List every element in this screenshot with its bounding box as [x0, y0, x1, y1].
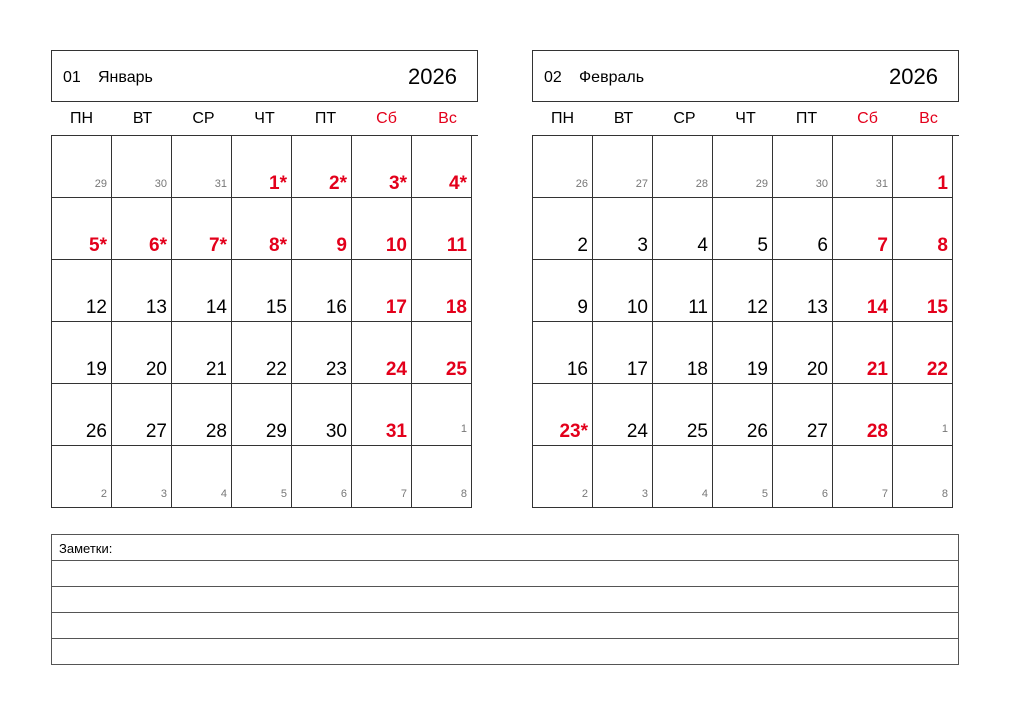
- day-cell[interactable]: [773, 446, 833, 508]
- weekday-sun: Вс: [919, 110, 938, 127]
- day-grid: [51, 135, 478, 508]
- weekday-fri: ПТ: [314, 110, 337, 127]
- day-number: 6: [821, 488, 828, 500]
- day-number: 28: [695, 178, 708, 190]
- day-cell[interactable]: [713, 446, 773, 508]
- day-number: 24: [626, 421, 648, 442]
- month-number: 01: [63, 69, 81, 86]
- day-number: 3: [641, 488, 648, 500]
- day-cell[interactable]: [653, 260, 713, 322]
- day-number: 12: [746, 297, 768, 318]
- day-number: 26: [575, 178, 588, 190]
- day-number: 1: [941, 423, 948, 435]
- day-cell[interactable]: [593, 446, 653, 508]
- day-cell[interactable]: [52, 198, 112, 260]
- day-cell[interactable]: [773, 260, 833, 322]
- day-cell[interactable]: [292, 198, 352, 260]
- day-number: 8: [941, 488, 948, 500]
- day-cell[interactable]: [713, 198, 773, 260]
- day-number: 19: [746, 359, 768, 380]
- day-number: 6*: [149, 235, 167, 256]
- day-cell[interactable]: [773, 384, 833, 446]
- weekday-thu: ЧТ: [735, 110, 756, 127]
- day-number: 14: [866, 297, 888, 318]
- weekday-row: [51, 102, 478, 135]
- day-cell[interactable]: [773, 136, 833, 198]
- day-number: 19: [85, 359, 107, 380]
- day-cell[interactable]: [232, 384, 292, 446]
- day-cell[interactable]: [893, 260, 953, 322]
- day-cell[interactable]: [653, 446, 713, 508]
- day-cell[interactable]: [112, 198, 172, 260]
- day-cell[interactable]: [52, 446, 112, 508]
- day-number: 4: [220, 488, 227, 500]
- day-cell[interactable]: [52, 322, 112, 384]
- weekday-thu: ЧТ: [254, 110, 275, 127]
- day-cell[interactable]: [773, 322, 833, 384]
- notes-box[interactable]: [51, 534, 959, 665]
- day-cell[interactable]: [232, 322, 292, 384]
- day-cell[interactable]: [533, 136, 593, 198]
- day-cell[interactable]: [833, 136, 893, 198]
- day-number: 11: [446, 235, 467, 256]
- day-cell[interactable]: [52, 260, 112, 322]
- day-number: 7*: [209, 235, 227, 256]
- day-number: 2*: [329, 173, 347, 194]
- day-number: 3: [160, 488, 167, 500]
- notes-line: [52, 638, 958, 639]
- day-number: 18: [686, 359, 708, 380]
- day-number: 1: [460, 423, 467, 435]
- day-number: 4: [697, 235, 708, 256]
- day-cell[interactable]: [833, 198, 893, 260]
- day-number: 15: [926, 297, 948, 318]
- day-number: 24: [385, 359, 407, 380]
- day-cell[interactable]: [833, 446, 893, 508]
- weekday-wed: СР: [192, 110, 215, 127]
- day-cell[interactable]: [292, 384, 352, 446]
- day-cell[interactable]: [593, 198, 653, 260]
- day-number: 20: [806, 359, 828, 380]
- day-cell[interactable]: [653, 198, 713, 260]
- day-number: 6: [340, 488, 347, 500]
- day-cell[interactable]: [292, 322, 352, 384]
- day-cell[interactable]: [172, 136, 232, 198]
- day-cell[interactable]: [533, 322, 593, 384]
- day-cell[interactable]: [232, 446, 292, 508]
- day-number: 28: [866, 421, 888, 442]
- day-number: 22: [265, 359, 287, 380]
- day-cell[interactable]: [172, 260, 232, 322]
- day-number: 12: [85, 297, 107, 318]
- month-number: 02: [544, 69, 562, 86]
- day-number: 30: [154, 178, 167, 190]
- day-cell[interactable]: [713, 136, 773, 198]
- day-number: 5*: [89, 235, 107, 256]
- day-number: 18: [445, 297, 467, 318]
- day-cell[interactable]: [112, 136, 172, 198]
- day-cell[interactable]: [412, 260, 472, 322]
- day-number: 31: [385, 421, 407, 442]
- day-cell[interactable]: [112, 384, 172, 446]
- day-number: 23*: [559, 421, 588, 442]
- weekday-mon: ПН: [550, 110, 575, 127]
- day-cell[interactable]: [112, 260, 172, 322]
- day-cell[interactable]: [412, 384, 472, 446]
- notes-line: [52, 586, 958, 587]
- day-number: 11: [688, 297, 708, 318]
- day-cell[interactable]: [533, 260, 593, 322]
- day-number: 27: [635, 178, 648, 190]
- day-cell[interactable]: [713, 322, 773, 384]
- day-cell[interactable]: [713, 384, 773, 446]
- day-cell[interactable]: [893, 384, 953, 446]
- day-number: 31: [214, 178, 227, 190]
- day-number: 5: [280, 488, 287, 500]
- month-year: 2026: [408, 64, 457, 89]
- day-cell[interactable]: [412, 136, 472, 198]
- day-number: 5: [761, 488, 768, 500]
- day-number: 14: [205, 297, 227, 318]
- day-cell[interactable]: [533, 384, 593, 446]
- day-number: 10: [385, 235, 407, 256]
- month-year: 2026: [889, 64, 938, 89]
- day-number: 2: [100, 488, 107, 500]
- day-cell[interactable]: [352, 260, 412, 322]
- day-cell[interactable]: [412, 446, 472, 508]
- notes-line: [52, 612, 958, 613]
- day-cell[interactable]: [352, 322, 412, 384]
- day-number: 17: [385, 297, 407, 318]
- day-number: 5: [757, 235, 768, 256]
- day-cell[interactable]: [412, 322, 472, 384]
- month-name: Январь: [98, 69, 153, 86]
- day-grid: [532, 135, 959, 508]
- day-number: 28: [205, 421, 227, 442]
- weekday-sat: Сб: [376, 110, 397, 127]
- day-number: 8*: [269, 235, 287, 256]
- day-cell[interactable]: [232, 260, 292, 322]
- month-name: Февраль: [579, 69, 645, 86]
- day-cell[interactable]: [112, 446, 172, 508]
- day-number: 10: [626, 297, 648, 318]
- day-cell[interactable]: [232, 198, 292, 260]
- month-february: [532, 50, 959, 508]
- day-number: 26: [746, 421, 768, 442]
- day-cell[interactable]: [352, 136, 412, 198]
- day-number: 25: [445, 359, 467, 380]
- day-number: 4: [701, 488, 708, 500]
- day-cell[interactable]: [292, 260, 352, 322]
- day-number: 29: [755, 178, 768, 190]
- day-cell[interactable]: [893, 136, 953, 198]
- day-number: 16: [325, 297, 347, 318]
- day-number: 7: [881, 488, 888, 500]
- day-number: 8: [460, 488, 467, 500]
- day-cell[interactable]: [352, 384, 412, 446]
- day-cell[interactable]: [893, 198, 953, 260]
- day-cell[interactable]: [232, 136, 292, 198]
- day-number: 7: [400, 488, 407, 500]
- month-header: [51, 50, 478, 102]
- weekday-tue: ВТ: [132, 110, 153, 127]
- weekday-fri: ПТ: [795, 110, 818, 127]
- day-number: 22: [926, 359, 948, 380]
- day-number: 9: [577, 297, 588, 318]
- day-number: 21: [866, 359, 888, 380]
- day-cell[interactable]: [593, 136, 653, 198]
- day-number: 7: [877, 235, 888, 256]
- day-cell[interactable]: [52, 384, 112, 446]
- day-number: 21: [205, 359, 227, 380]
- day-cell[interactable]: [893, 446, 953, 508]
- day-number: 6: [817, 235, 828, 256]
- notes-line: [52, 560, 958, 561]
- weekday-sun: Вс: [438, 110, 457, 127]
- day-cell[interactable]: [112, 322, 172, 384]
- day-number: 13: [145, 297, 167, 318]
- day-number: 4*: [449, 173, 467, 194]
- day-cell[interactable]: [352, 446, 412, 508]
- weekday-tue: ВТ: [613, 110, 634, 127]
- day-cell[interactable]: [172, 446, 232, 508]
- day-cell[interactable]: [352, 198, 412, 260]
- day-number: 8: [937, 235, 948, 256]
- day-cell[interactable]: [833, 384, 893, 446]
- day-cell[interactable]: [412, 198, 472, 260]
- day-number: 27: [806, 421, 828, 442]
- day-cell[interactable]: [713, 260, 773, 322]
- day-number: 29: [94, 178, 107, 190]
- day-cell[interactable]: [292, 136, 352, 198]
- day-number: 13: [806, 297, 828, 318]
- day-cell[interactable]: [653, 136, 713, 198]
- day-number: 26: [85, 421, 107, 442]
- day-cell[interactable]: [52, 136, 112, 198]
- day-number: 17: [626, 359, 648, 380]
- day-cell[interactable]: [292, 446, 352, 508]
- day-number: 1: [937, 173, 948, 194]
- day-number: 3: [637, 235, 648, 256]
- month-january: [51, 50, 478, 508]
- day-number: 25: [686, 421, 708, 442]
- day-cell[interactable]: [833, 322, 893, 384]
- day-number: 1*: [269, 173, 287, 194]
- month-header: [532, 50, 959, 102]
- weekday-sat: Сб: [857, 110, 878, 127]
- day-cell[interactable]: [593, 260, 653, 322]
- day-cell[interactable]: [172, 322, 232, 384]
- day-number: 2: [581, 488, 588, 500]
- day-cell[interactable]: [773, 198, 833, 260]
- day-cell[interactable]: [533, 446, 593, 508]
- day-cell[interactable]: [593, 322, 653, 384]
- day-number: 15: [265, 297, 287, 318]
- day-cell[interactable]: [833, 260, 893, 322]
- day-cell[interactable]: [893, 322, 953, 384]
- day-number: 29: [265, 421, 287, 442]
- day-number: 30: [815, 178, 828, 190]
- day-cell[interactable]: [172, 384, 232, 446]
- day-number: 3*: [389, 173, 407, 194]
- weekday-row: [532, 102, 959, 135]
- day-cell[interactable]: [533, 198, 593, 260]
- day-number: 23: [325, 359, 347, 380]
- day-number: 27: [145, 421, 167, 442]
- notes-label: Заметки:: [59, 541, 113, 556]
- day-number: 2: [577, 235, 588, 256]
- day-cell[interactable]: [653, 384, 713, 446]
- day-number: 30: [325, 421, 347, 442]
- day-number: 9: [336, 235, 347, 256]
- weekday-wed: СР: [673, 110, 696, 127]
- day-number: 16: [566, 359, 588, 380]
- day-cell[interactable]: [593, 384, 653, 446]
- day-cell[interactable]: [172, 198, 232, 260]
- weekday-mon: ПН: [69, 110, 94, 127]
- day-number: 31: [875, 178, 888, 190]
- day-cell[interactable]: [653, 322, 713, 384]
- day-number: 20: [145, 359, 167, 380]
